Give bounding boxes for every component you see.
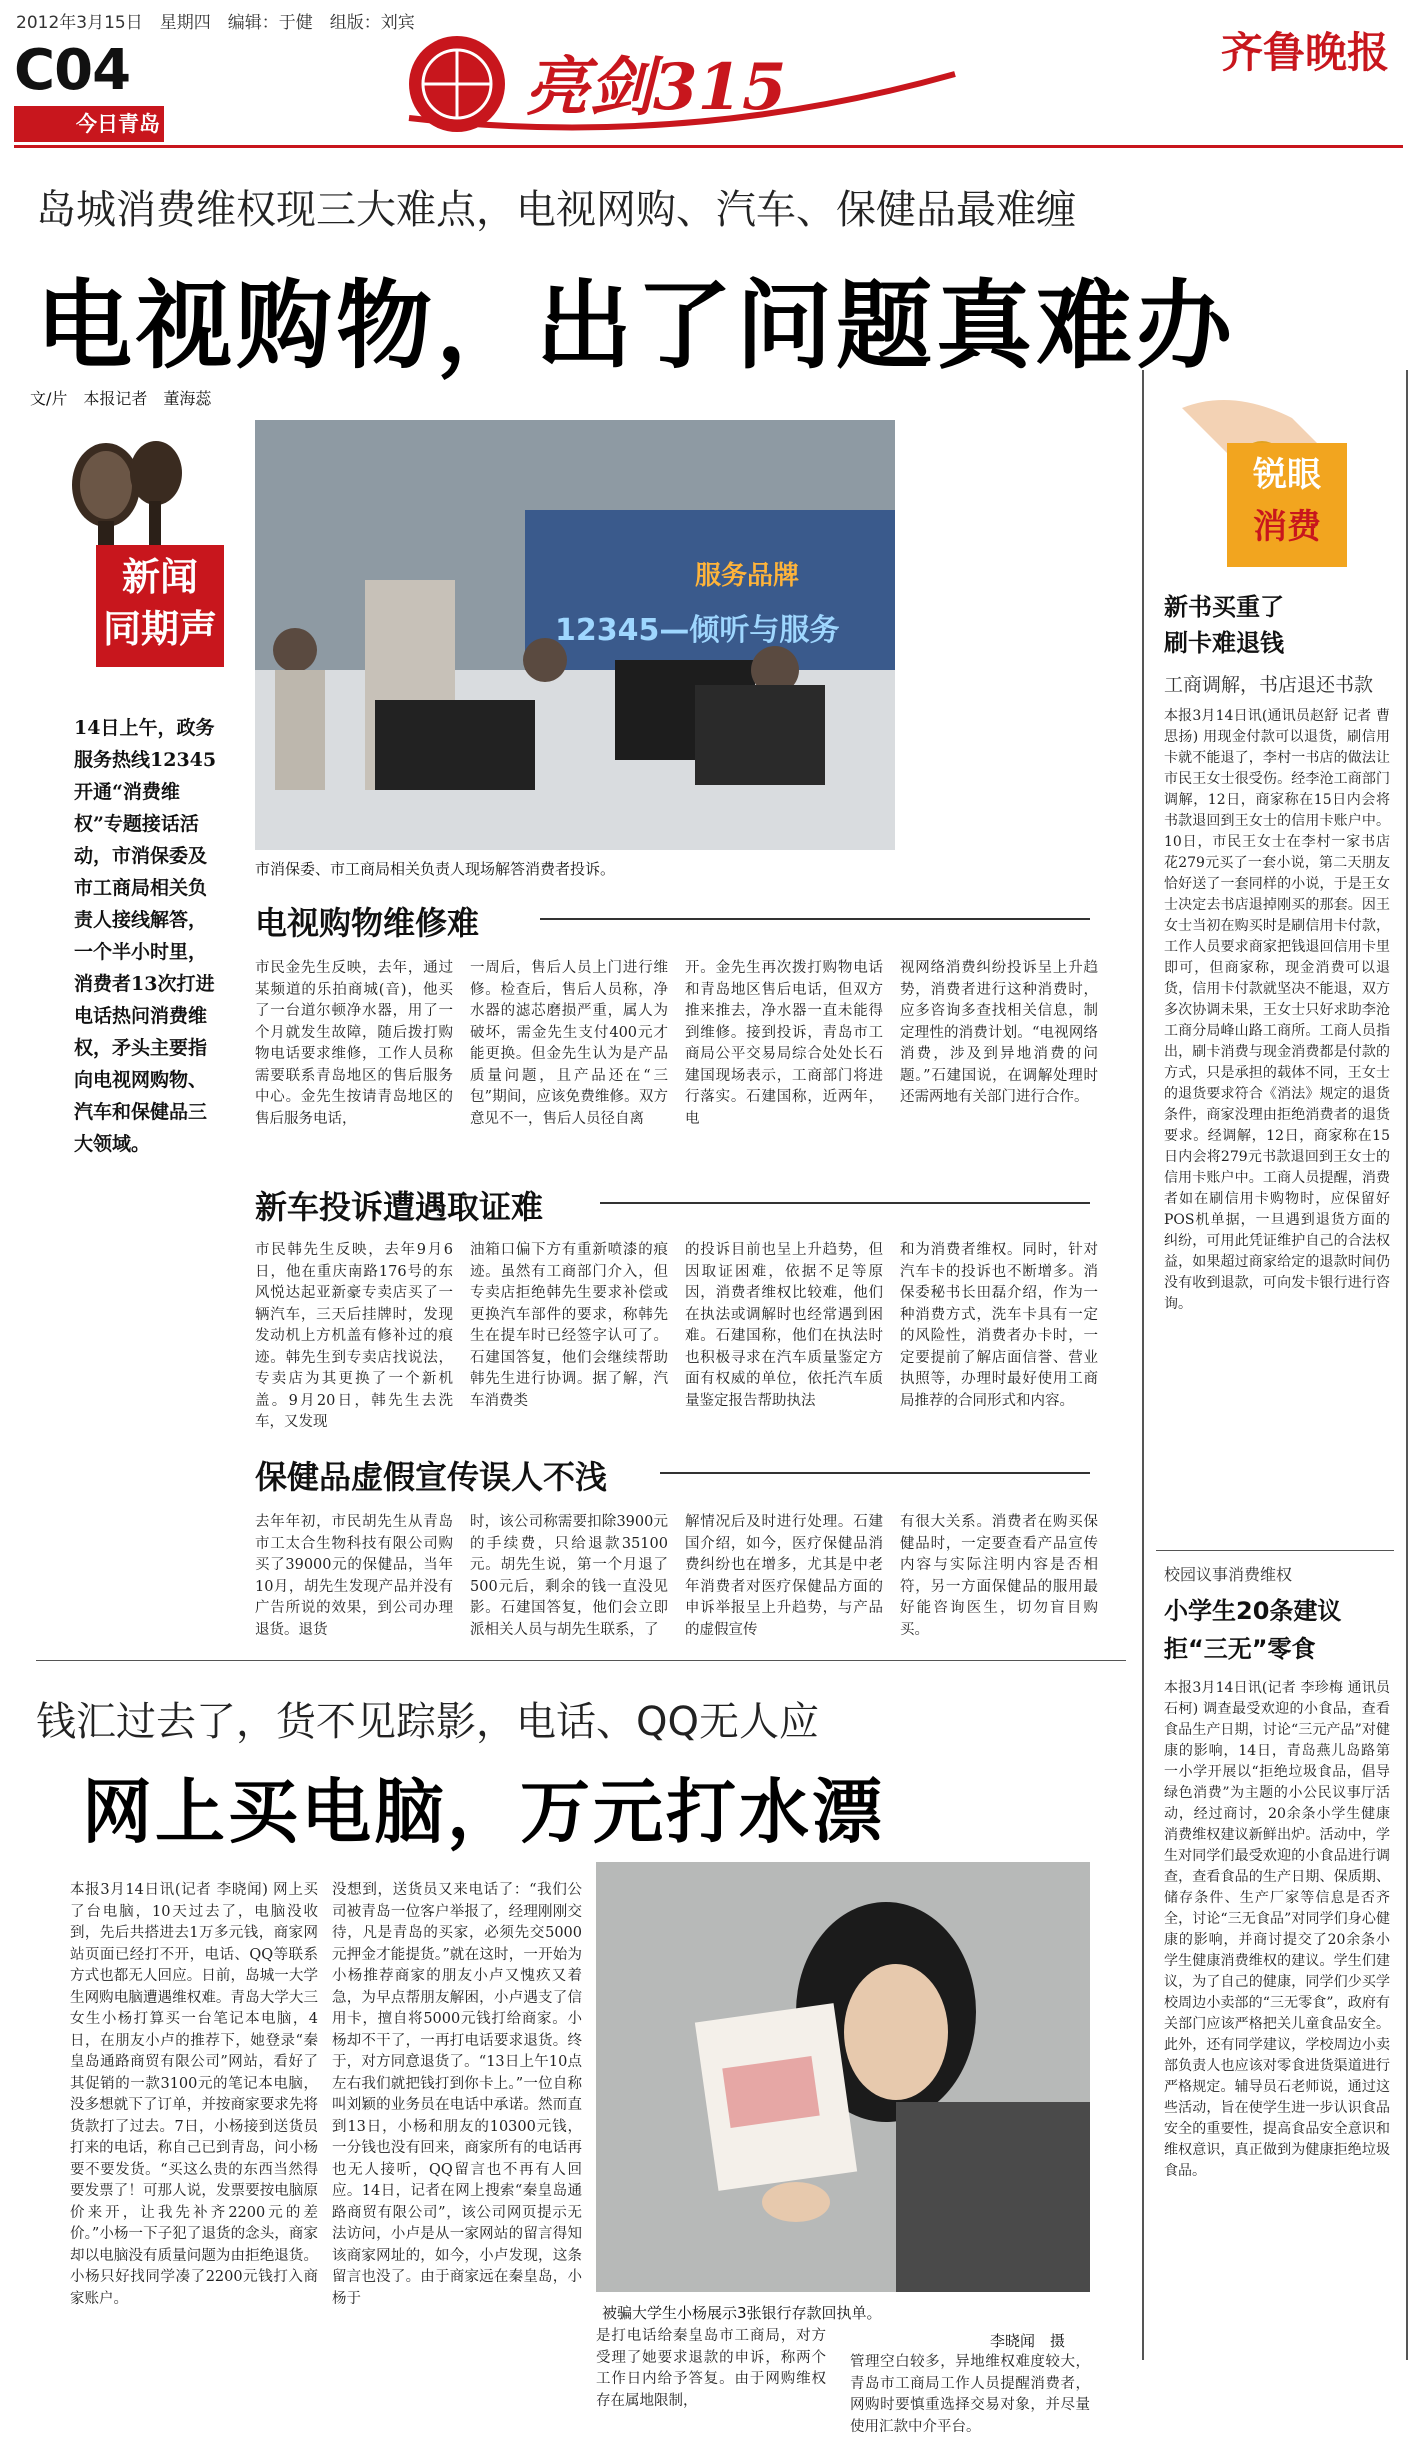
news-badge-line2: 同期声 xyxy=(102,607,217,651)
sec1-col-3: 开。金先生再次拨打购物电话和青岛地区售后电话，但双方推来推去，净水器一直未能得到维修。接到投诉，青岛市工商局公平交易局综合处处长石建国现场表示，工商部门将进行落实。石建国称，近两年，电 xyxy=(685,960,883,1127)
paper-name: 齐鲁晚报 xyxy=(1220,28,1389,77)
sidebar-story2-text: 本报3月14日讯(记者 李珍梅 通讯员 石柯) 调查最受欢迎的小食品，查看食品生产日期，讨论“三元产品”对健康的影响，14日，青岛燕儿岛路第一小学开展以“拒绝垃圾食品，倡导绿色消费”为主题的小公民议事厅活动，经过商讨，20余条小学生健康消费维权建议新鲜出炉。活动中，学生对同学们最受欢迎的小食品进行调查，查看食品的生产日期、保质期、储存条件、生产厂家等信息是否齐全，讨论“三无食品”对同学们身心健康的影响，并商讨提交了20余条小学生健康消费维权的建议。学生们建议，为了自己的健康，同学们少买学校周边小卖部的“三无零食”，政府有关部门应该严格把关儿童食品安全。此外，还有同学建议，学校周边小卖部负责人也应该对零食进货渠道进行严格规定。辅导员石老师说，通过这些活动，旨在使学生进一步认识食品安全的重要性，提高食品安全意识和维权意识，真正做到为健康拒绝垃圾食品。 xyxy=(1164,1680,1390,2179)
sidebar-story2-title-2: 拒“三无”零食 xyxy=(1164,1635,1316,1663)
story-divider xyxy=(36,1660,1126,1661)
sec3-col-1: 去年年初，市民胡先生从青岛市工太合生物科技有限公司购买了39000元的保健品，当年10月，胡先生发现产品并没有广告所说的效果，到公司办理退货。退货 xyxy=(255,1514,453,1638)
story1-lead: 14日上午，政务服务热线12345开通“消费维权”专题接话活动，市消保委及市工商局相关负责人接线解答，一个半小时里，消费者13次打进电话热问消费维权，矛头主要指向电视网购物、汽车和保健品三大领域。 xyxy=(74,717,217,1155)
logo-315 xyxy=(395,22,975,140)
story2-photo-caption: 被骗大学生小杨展示3张银行存款回执单。 xyxy=(602,2304,882,2322)
masthead-rule xyxy=(14,145,1403,148)
masthead-meta: 2012年3月15日 星期四 编辑：于健 组版：刘宾 xyxy=(16,13,415,33)
sec1-title: 电视购物维修难 xyxy=(255,904,480,942)
news-badge-label xyxy=(96,545,224,667)
sidebar-divider xyxy=(1156,1550,1394,1551)
sec2-col-3: 的投诉目前也呈上升趋势，但因取证困难，依据不足等原因，消费者维权比较难，他们在执法或调解时也经常遇到困难。石建国称，他们在执法时也积极寻求在汽车质量鉴定方面有权威的单位，依托汽车质量鉴定报告帮助执法 xyxy=(685,1242,883,1409)
story2-col-2: 没想到，送货员又来电话了：“我们公司被青岛一位客户举报了，经理刚刚交待，凡是青岛的买家，必须先交5000元押金才能提货。”就在这时，一开始为小杨推荐商家的朋友小卢又愧疚又着急，为早点帮朋友解困，小卢遇支了信用卡，擅自将5000元钱打给商家。小杨却不干了，一再打电话要求退货。终于，对方同意退货了。“13日上午10点左右我们就把钱打到你卡上。”一位自称叫刘颖的业务员在电话中承诺。然而直到13日，小杨和朋友的10300元钱，一分钱也没有回来，商家所有的电话再也无人接听，QQ留言也不再有人回应。14日，记者在网上搜索“秦皇岛通路商贸有限公司”，该公司网页提示无法访问，小卢是从一家网站的留言得知该商家网址的，如今，小卢发现，这条留言也没了。由于商家远在秦皇岛，小杨于 xyxy=(332,1882,582,2307)
sidebar-story1-title-1: 新书买重了 xyxy=(1164,593,1284,621)
sidebar-story2-title-1: 小学生20条建议 xyxy=(1164,1597,1342,1625)
sec3-col-2: 时，该公司称需要扣除3900元的手续费，只给退款35100元。胡先生说，第一个月退了500元后，剩余的钱一直没见影。石建国答复，他们会立即派相关人员与胡先生联系，了 xyxy=(470,1514,668,1638)
sec3-col-4: 有很大关系。消费者在购买保健品时，一定要查看产品宣传内容与实际注明内容是否相符，另一方面保健品的服用最好能咨询医生，切勿盲目购买。 xyxy=(900,1514,1098,1638)
story2-col-3: 是打电话给秦皇岛市工商局，对方受理了她要求退款的申诉，称两个工作日内给予答复。由于网购维权存在属地限制， xyxy=(596,2328,826,2409)
right-sidebar xyxy=(1142,370,1408,2360)
story1-headline: 电视购物，出了问题真难办 xyxy=(36,270,1236,382)
sec1-col-1: 市民金先生反映，去年，通过某频道的乐拍商城(音)，他买了一台道尔顿净水器，用了一个月就发生故障，随后拨打购物电话要求维修，工作人员称需要联系青岛地区的售后服务中心。金先生按请青岛地区的售后服务电话， xyxy=(255,960,453,1127)
page-code: C04 xyxy=(14,38,131,103)
sec1-col-2: 一周后，售后人员上门进行维修。检查后，售后人员称，净水器的滤芯磨损严重，属人为破坏，需金先生支付400元才能更换。但金先生认为是产品质量问题，且产品还在“三包”期间，应该免费维修。双方意见不一，售后人员径自离 xyxy=(470,960,668,1127)
story2-col-1: 本报3月14日讯(记者 李晓闻) 网上买了台电脑，10天过去了，电脑没收到，先后共搭进去1万多元钱，商家网站页面已经打不开，电话、QQ等联系方式也都无人回应。日前，岛城一大学生网购电脑遭遇维权难。青岛大学大三女生小杨打算买一台笔记本电脑，4日，在朋友小卢的推荐下，她登录“秦皇岛通路商贸有限公司”网站，看好了其促销的一款3100元的笔记本电脑，没多想就下了订单，并按商家要求先将货款打了过去。7日，小杨接到送货员打来的电话，称自己已到青岛，问小杨要不要发货。“买这么贵的东西当然得要发票了！可那人说，发票要按电脑原价来开，让我先补齐2200元的差价。”小杨一下子犯了退货的念头，商家却以电脑没有质量问题为由拒绝退货。小杨只好找同学凑了2200元钱打入商家账户。 xyxy=(70,1882,318,2307)
sec1-col-4: 视网络消费纠纷投诉呈上升趋势，消费者进行这种消费时，应多咨询多查找相关信息，制定理性的消费计划。“电视网络消费，涉及到异地消费的问题。”石建国说，在调解处理时还需两地有关部门进行合作。 xyxy=(900,960,1098,1105)
sidebar-story2-kicker: 校园议事消费维权 xyxy=(1164,1565,1293,1584)
sidebar-story1-title-2: 刷卡难退钱 xyxy=(1164,629,1284,657)
story1-byline: 文/片 本报记者 董海蕊 xyxy=(30,389,212,408)
news-badge xyxy=(36,425,226,675)
sidebar-story1-text: 本报3月14日讯(通讯员赵舒 记者 曹思扬) 用现金付款可以退货，刷信用卡就不能退了，李村一书店的做法让市民王女士很受伤。经李沧工商部门调解，12日，商家称在15日内会将书款退回到王女士的信用卡账户中。10日，市民王女士在李村一家书店花279元买了一套小说，第二天朋友恰好送了一套同样的小说，于是王女士决定去书店退掉刚买的那套。因王女士当初在购买时是刷信用卡付款，工作人员要求商家把钱退回信用卡里即可，但商家称，现金消费可以退货，信用卡付款就坚决不能退，双方多次协调未果，王女士只好求助李沧工商分局峰山路工商所。工商人员指出，刷卡消费与现金消费都是付款的方式，只是承担的载体不同，王女士的退货要求符合《消法》规定的退货条件，商家没理由拒绝消费者的退货要求。经调解，12日，商家称在15日内会将279元书款退回到王女士的信用卡账户中。工商人员提醒，消费者如在刷信用卡购物时，应保留好POS机单据，一旦遇到退货方面的纠纷，可用此凭证维护自己的合法权益，如果超过商家给定的退款时间仍没有收到退款，可向发卡银行进行咨询。 xyxy=(1164,708,1390,1312)
section-tag: 今日青岛 xyxy=(14,106,164,142)
story1-photo-caption: 市消保委、市工商局相关负责人现场解答消费者投诉。 xyxy=(255,860,616,878)
photo-sign-1: 服务品牌 xyxy=(695,561,800,591)
news-badge-line1: 新闻 xyxy=(121,555,198,599)
sidebar-badge-label xyxy=(1227,443,1347,567)
story1-kicker: 岛城消费维权现三大难点，电视网购、汽车、保健品最难缠 xyxy=(36,187,1076,233)
sec2-col-1: 市民韩先生反映，去年9月6日，他在重庆南路176号的东风悦达起亚新豪专卖店买了一辆汽车，三天后挂牌时，发现发动机上方机盖有修补过的痕迹。韩先生到专卖店找说法，专卖店为其更换了一个新机盖。9月20日，韩先生去洗车，又发现 xyxy=(255,1242,453,1430)
sidebar-story1-sub: 工商调解，书店退还书款 xyxy=(1164,674,1374,696)
sec2-col-4: 和为消费者维权。同时，针对汽车卡的投诉也不断增多。消保委秘书长田磊介绍，作为一种消费方式，洗车卡具有一定的风险性，消费者办卡时，一定要提前了解店面信誉、营业执照等，办理时最好使用工商局推荐的合同形式和内容。 xyxy=(900,1242,1098,1409)
student-receipts-photo xyxy=(596,1862,1090,2292)
sec1-rule xyxy=(540,918,1090,920)
story2-kicker: 钱汇过去了，货不见踪影，电话、QQ无人应 xyxy=(36,1699,819,1745)
sec2-col-2: 油箱口偏下方有重新喷漆的痕迹。虽然有工商部门介入，但专卖店拒绝韩先生要求补偿或更换汽车部件的要求，称韩先生在提车时已经签字认可了。石建国答复，他们会继续帮助韩先生进行协调。据了解，汽车消费类 xyxy=(470,1242,668,1409)
story1-photo xyxy=(255,420,895,850)
sec3-col-3: 解情况后及时进行处理。石建国介绍，如今，医疗保健品消费纠纷也在增多，尤其是中老年消费者对医疗保健品方面的申诉举报呈上升趋势，与产品的虚假宣传 xyxy=(685,1514,883,1638)
sec3-title: 保健品虚假宣传误人不浅 xyxy=(255,1458,608,1496)
story2-photo-credit: 李晓闻 摄 xyxy=(990,2332,1066,2350)
sec2-title: 新车投诉遭遇取证难 xyxy=(255,1188,544,1226)
story2-photo xyxy=(596,1862,1090,2292)
sidebar-badge-line1: 锐眼 xyxy=(1253,455,1321,495)
logo-315-text: 亮剑315 xyxy=(525,50,787,125)
sec2-rule xyxy=(600,1202,1090,1204)
story2-headline: 网上买电脑，万元打水漂 xyxy=(82,1771,885,1853)
sidebar-badge xyxy=(1172,388,1378,578)
story2-col-4: 管理空白较多，异地维权难度较大，青岛市工商局工作人员提醒消费者，网购时要慎重选择交易对象，并尽量使用汇款中介平台。 xyxy=(850,2354,1090,2435)
sec3-rule xyxy=(660,1472,1090,1474)
photo-sign-2: 12345—倾听与服务 xyxy=(555,613,840,648)
sidebar-badge-line2: 消费 xyxy=(1253,507,1321,547)
